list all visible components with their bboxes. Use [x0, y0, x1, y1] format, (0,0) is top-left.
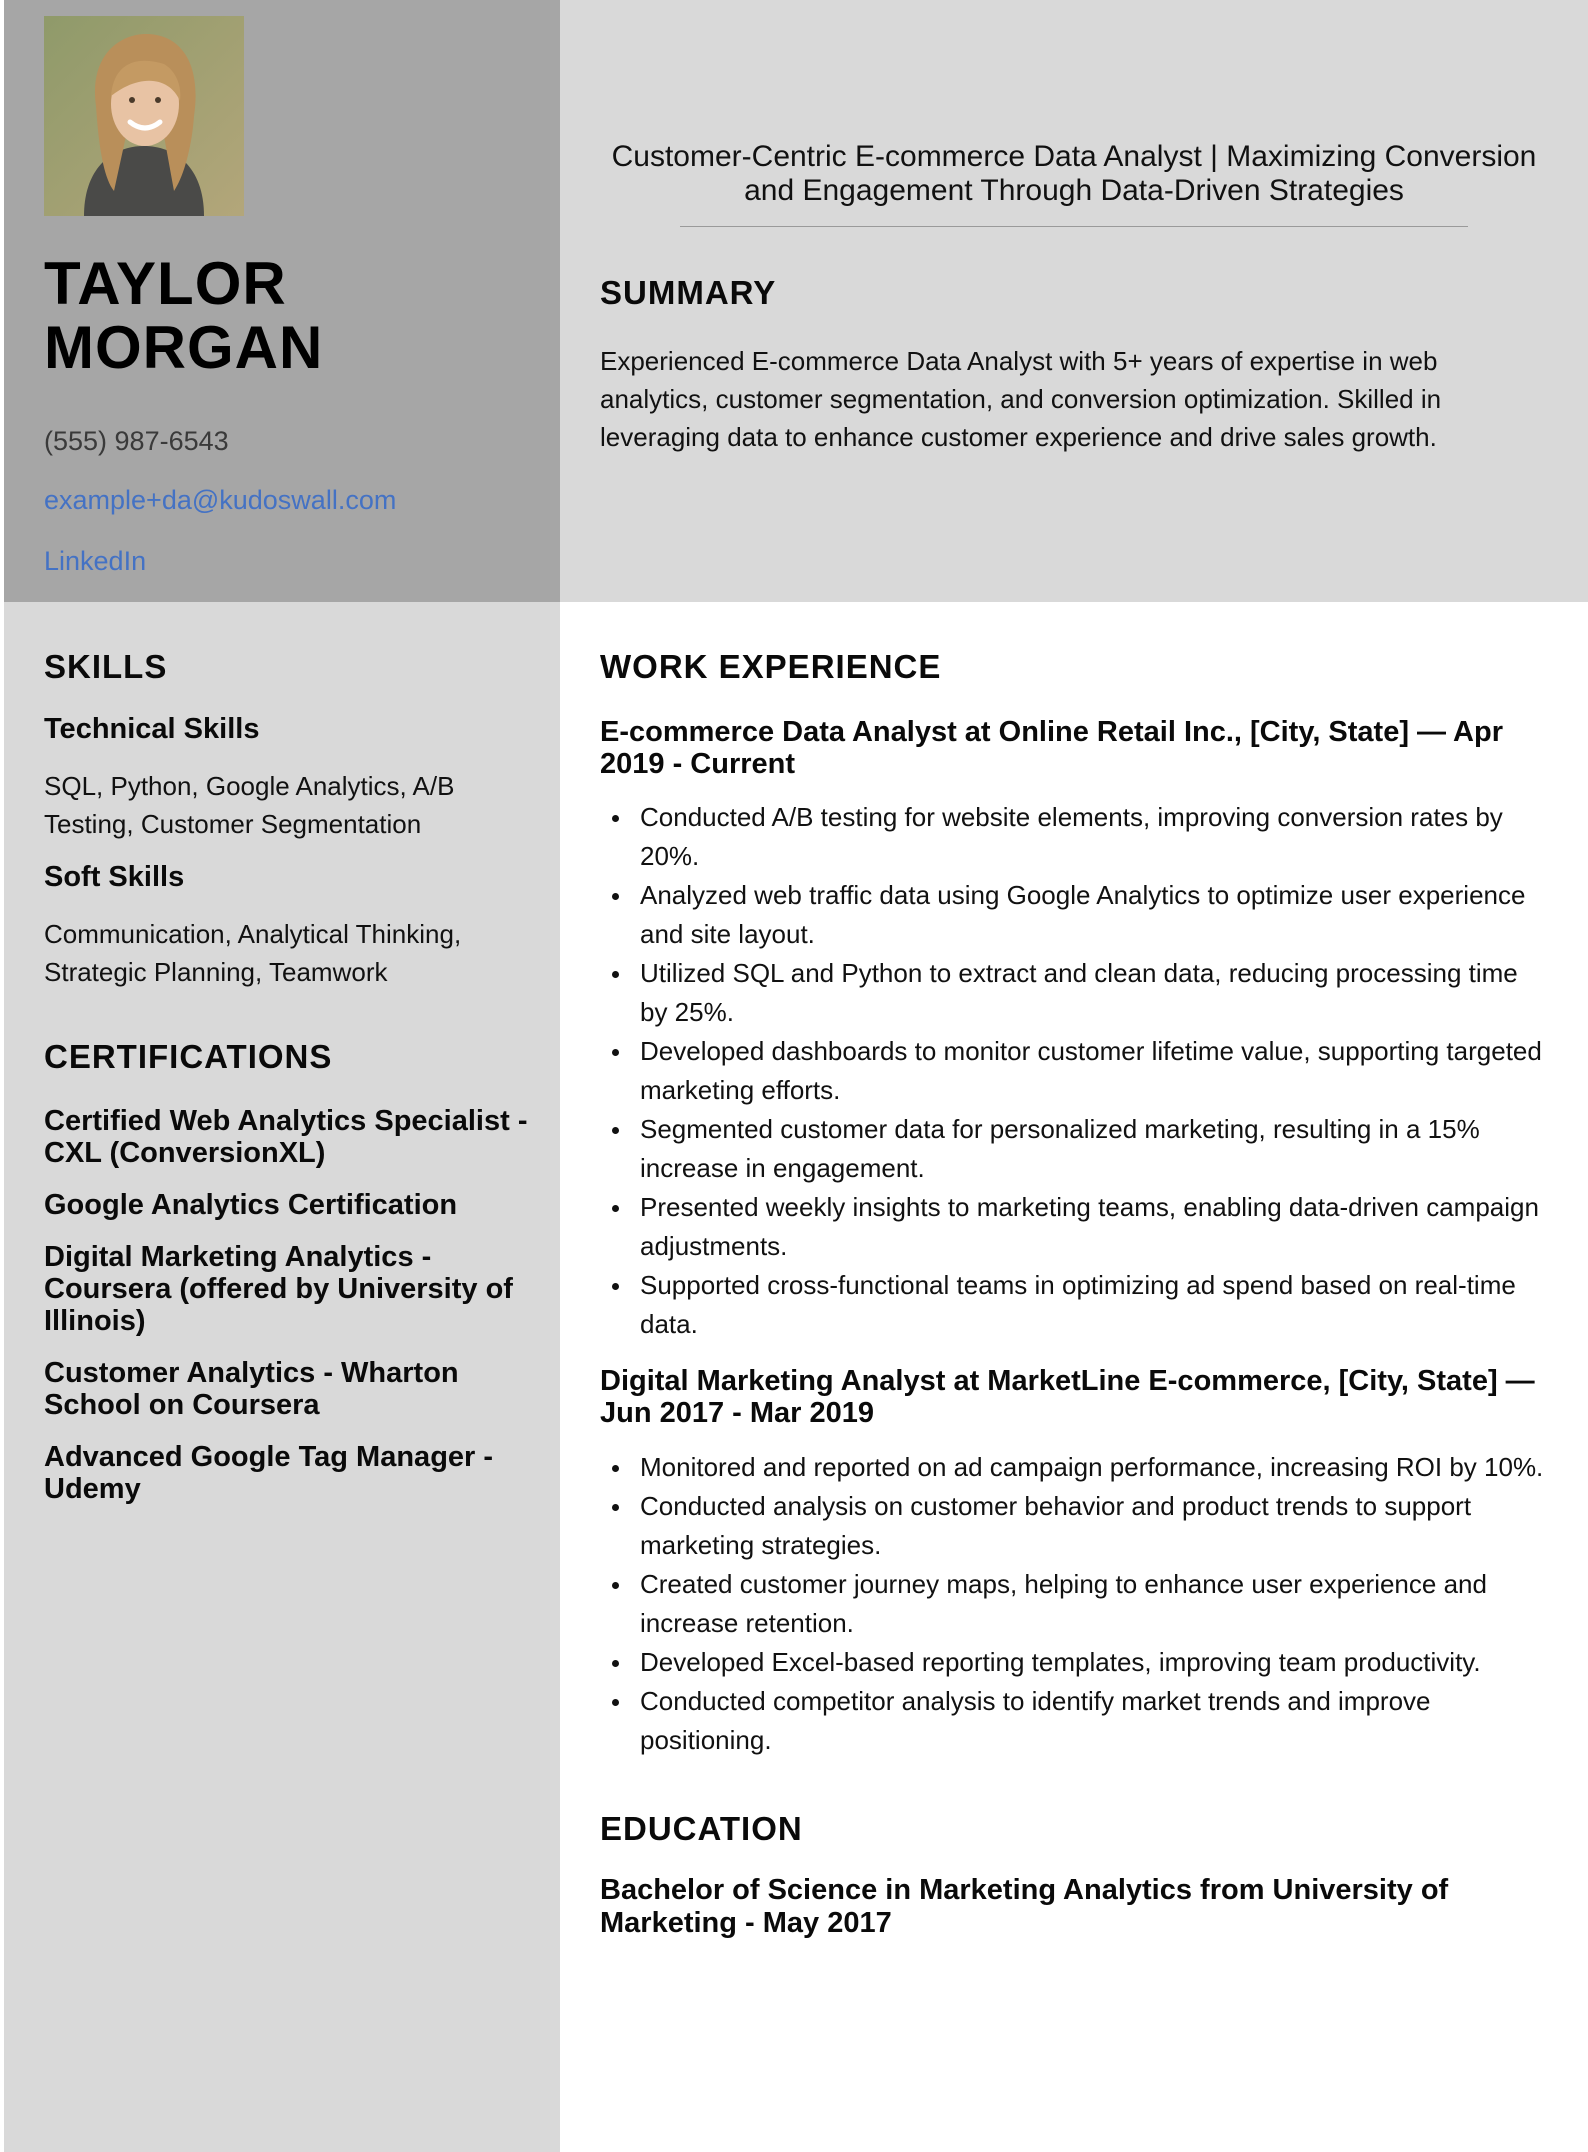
headline-divider — [680, 226, 1468, 227]
list-item: Conducted analysis on customer behavior and product trends to support marketing strategies. — [600, 1487, 1550, 1565]
list-item: Monitored and reported on ad campaign performance, increasing ROI by 10%. — [600, 1448, 1550, 1487]
certification-item: Advanced Google Tag Manager - Udemy — [44, 1441, 494, 1505]
list-item: Developed dashboards to monitor customer lifetime value, supporting targeted marketing efforts. — [600, 1032, 1550, 1110]
soft-skills-title: Soft Skills — [44, 861, 185, 893]
education-degree: Bachelor of Science in Marketing Analytics from University of Marketing - May 2017 — [600, 1874, 1449, 1939]
list-item: Supported cross-functional teams in optimizing ad spend based on real-time data. — [600, 1266, 1550, 1344]
summary-text: Experienced E-commerce Data Analyst with 5+ years of expertise in web analytics, customer segmentation, and conversion optimization. Skilled in leveraging data to enhance customer experience and drive sales growth. — [600, 346, 1442, 452]
summary-title: SUMMARY — [600, 274, 777, 311]
certification-item: Customer Analytics - Wharton School on Coursera — [44, 1357, 459, 1421]
first-name: TAYLOR — [44, 250, 287, 317]
list-item: Presented weekly insights to marketing teams, enabling data-driven campaign adjustments. — [600, 1188, 1550, 1266]
candidate-name — [44, 252, 544, 380]
list-item: Developed Excel-based reporting templates, improving team productivity. — [600, 1643, 1550, 1682]
job-bullets — [600, 798, 1550, 1344]
work-experience-title: WORK EXPERIENCE — [600, 648, 942, 685]
job-heading: Digital Marketing Analyst at MarketLine E-commerce, [City, State] — Jun 2017 - Mar 2019 — [600, 1365, 1535, 1429]
profile-photo-image — [44, 16, 244, 216]
list-item: Conducted competitor analysis to identify market trends and improve positioning. — [600, 1682, 1550, 1760]
list-item: Created customer journey maps, helping to enhance user experience and increase retention. — [600, 1565, 1550, 1643]
technical-skills-text: SQL, Python, Google Analytics, A/B Testing, Customer Segmentation — [44, 771, 455, 839]
last-name: MORGAN — [44, 314, 324, 381]
headline: Customer-Centric E-commerce Data Analyst | Maximizing Conversion and Engagement Through Data-Driven Strategies — [611, 140, 1537, 207]
certification-item: Certified Web Analytics Specialist - CXL (ConversionXL) — [44, 1105, 528, 1169]
certification-item: Google Analytics Certification — [44, 1189, 458, 1221]
certifications-title: CERTIFICATIONS — [44, 1038, 333, 1075]
skills-title: SKILLS — [44, 648, 168, 685]
job-bullets — [600, 1448, 1550, 1760]
list-item: Analyzed web traffic data using Google Analytics to optimize user experience and site layout. — [600, 876, 1550, 954]
list-item: Utilized SQL and Python to extract and clean data, reducing processing time by 25%. — [600, 954, 1550, 1032]
job-heading: E-commerce Data Analyst at Online Retail Inc., [City, State] — Apr 2019 - Current — [600, 716, 1503, 780]
profile-photo — [44, 16, 244, 216]
soft-skills-text: Communication, Analytical Thinking, Strategic Planning, Teamwork — [44, 919, 462, 987]
email-link[interactable]: example+da@kudoswall.com — [44, 485, 397, 515]
list-item: Segmented customer data for personalized marketing, resulting in a 15% increase in engagement. — [600, 1110, 1550, 1188]
technical-skills-title: Technical Skills — [44, 713, 260, 745]
certification-item: Digital Marketing Analytics - Coursera (offered by University of Illinois) — [44, 1241, 513, 1337]
linkedin-link[interactable]: LinkedIn — [44, 546, 147, 576]
list-item: Conducted A/B testing for website elements, improving conversion rates by 20%. — [600, 798, 1550, 876]
phone-number: (555) 987-6543 — [44, 426, 229, 456]
education-title: EDUCATION — [600, 1810, 803, 1847]
